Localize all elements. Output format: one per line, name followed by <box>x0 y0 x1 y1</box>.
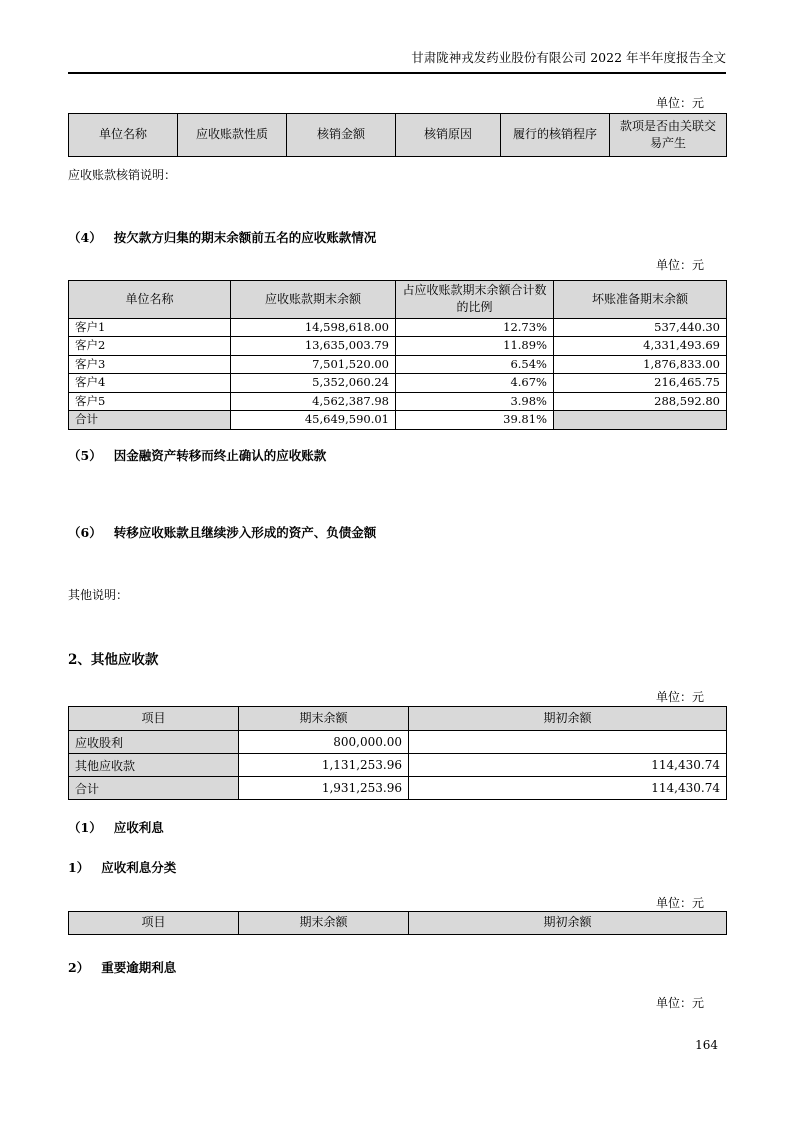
overdue-interest-heading <box>68 958 726 976</box>
section-6-heading <box>68 523 726 541</box>
interest-table <box>68 911 727 935</box>
bad-debt-provision: 537,440.30 <box>554 318 727 337</box>
section-4-heading <box>68 228 726 246</box>
section-number: （1） <box>68 820 102 835</box>
column-header: 单位名称 <box>69 114 178 157</box>
column-header: 履行的核销程序 <box>501 114 610 157</box>
writeoff-table <box>68 113 727 157</box>
section-title: 应收利息分类 <box>101 860 177 875</box>
ending-balance-total: 45,649,590.01 <box>231 411 396 430</box>
interest-heading <box>68 818 726 836</box>
ending-balance: 800,000.00 <box>239 731 409 754</box>
ending-balance: 1,131,253.96 <box>239 754 409 777</box>
ending-balance: 4,562,387.98 <box>231 392 396 411</box>
section-title: 转移应收账款且继续涉入形成的资产、负债金额 <box>113 525 377 540</box>
column-header: 占应收账款期末余额合计数的比例 <box>396 281 554 319</box>
ratio: 3.98% <box>396 392 554 411</box>
other-note: 其他说明： <box>68 588 129 602</box>
section-title: 因金融资产转移而终止确认的应收账款 <box>113 448 327 463</box>
column-header: 坏账准备期末余额 <box>554 281 727 319</box>
top5-receivables-table <box>68 280 727 430</box>
table-row <box>69 374 727 393</box>
ratio-total: 39.81% <box>396 411 554 430</box>
total-label: 合计 <box>69 777 239 800</box>
customer-name: 客户2 <box>69 337 231 356</box>
section-number: （4） <box>68 230 102 245</box>
beginning-balance: 114,430.74 <box>409 754 727 777</box>
bad-debt-provision: 4,331,493.69 <box>554 337 727 356</box>
column-header: 期末余额 <box>239 707 409 731</box>
unit-label-3: 单位：元 <box>655 690 704 704</box>
bad-debt-provision: 288,592.80 <box>554 392 727 411</box>
table-total-row <box>69 411 727 430</box>
bad-debt-provision: 216,465.75 <box>554 374 727 393</box>
bad-debt-provision: 1,876,833.00 <box>554 355 727 374</box>
item-label: 其他应收款 <box>69 754 239 777</box>
table-header-row <box>69 114 727 157</box>
column-header: 应收账款性质 <box>178 114 287 157</box>
column-header: 应收账款期末余额 <box>231 281 396 319</box>
ending-balance-total: 1,931,253.96 <box>239 777 409 800</box>
ending-balance: 5,352,060.24 <box>231 374 396 393</box>
beginning-balance <box>409 731 727 754</box>
unit-label-2: 单位：元 <box>655 258 704 272</box>
table-header-row <box>69 707 727 731</box>
table-header-row <box>69 281 727 319</box>
table-row <box>69 754 727 777</box>
section-number: 1） <box>68 860 90 875</box>
ratio: 6.54% <box>396 355 554 374</box>
customer-name: 客户4 <box>69 374 231 393</box>
customer-name: 客户1 <box>69 318 231 337</box>
customer-name: 客户5 <box>69 392 231 411</box>
interest-class-heading <box>68 858 726 876</box>
section-title: 重要逾期利息 <box>101 960 177 975</box>
customer-name: 客户3 <box>69 355 231 374</box>
column-header: 单位名称 <box>69 281 231 319</box>
unit-label-4: 单位：元 <box>655 896 704 910</box>
ending-balance: 14,598,618.00 <box>231 318 396 337</box>
total-label: 合计 <box>69 411 231 430</box>
section-title: 应收利息 <box>113 820 164 835</box>
table-header-row <box>69 912 727 935</box>
column-header: 项目 <box>69 707 239 731</box>
section-2-heading: 2、其他应收款 <box>68 652 159 668</box>
section-number: （6） <box>68 525 102 540</box>
column-header: 项目 <box>69 912 239 935</box>
section-number: 2） <box>68 960 90 975</box>
column-header: 核销金额 <box>287 114 396 157</box>
table-total-row <box>69 777 727 800</box>
table-row <box>69 355 727 374</box>
column-header: 款项是否由关联交易产生 <box>610 114 727 157</box>
ratio: 12.73% <box>396 318 554 337</box>
ratio: 4.67% <box>396 374 554 393</box>
column-header: 期初余额 <box>409 707 727 731</box>
unit-label-5: 单位：元 <box>655 996 704 1010</box>
column-header: 期初余额 <box>409 912 727 935</box>
writeoff-note: 应收账款核销说明： <box>68 168 177 182</box>
section-number: （5） <box>68 448 102 463</box>
item-label: 应收股利 <box>69 731 239 754</box>
column-header: 期末余额 <box>239 912 409 935</box>
ratio: 11.89% <box>396 337 554 356</box>
table-row <box>69 392 727 411</box>
bad-debt-provision-total <box>554 411 727 430</box>
table-row <box>69 731 727 754</box>
doc-header <box>68 50 726 74</box>
section-5-heading <box>68 446 726 464</box>
section-title: 按欠款方归集的期末余额前五名的应收账款情况 <box>113 230 377 245</box>
unit-label-1: 单位：元 <box>655 96 704 110</box>
beginning-balance-total: 114,430.74 <box>409 777 727 800</box>
ending-balance: 13,635,003.79 <box>231 337 396 356</box>
ending-balance: 7,501,520.00 <box>231 355 396 374</box>
column-header: 核销原因 <box>396 114 501 157</box>
page-number: 164 <box>695 1038 718 1052</box>
table-row <box>69 318 727 337</box>
page-title: 甘肃陇神戎发药业股份有限公司 2022 年半年度报告全文 <box>411 50 726 65</box>
other-receivables-table <box>68 706 727 800</box>
table-row <box>69 337 727 356</box>
